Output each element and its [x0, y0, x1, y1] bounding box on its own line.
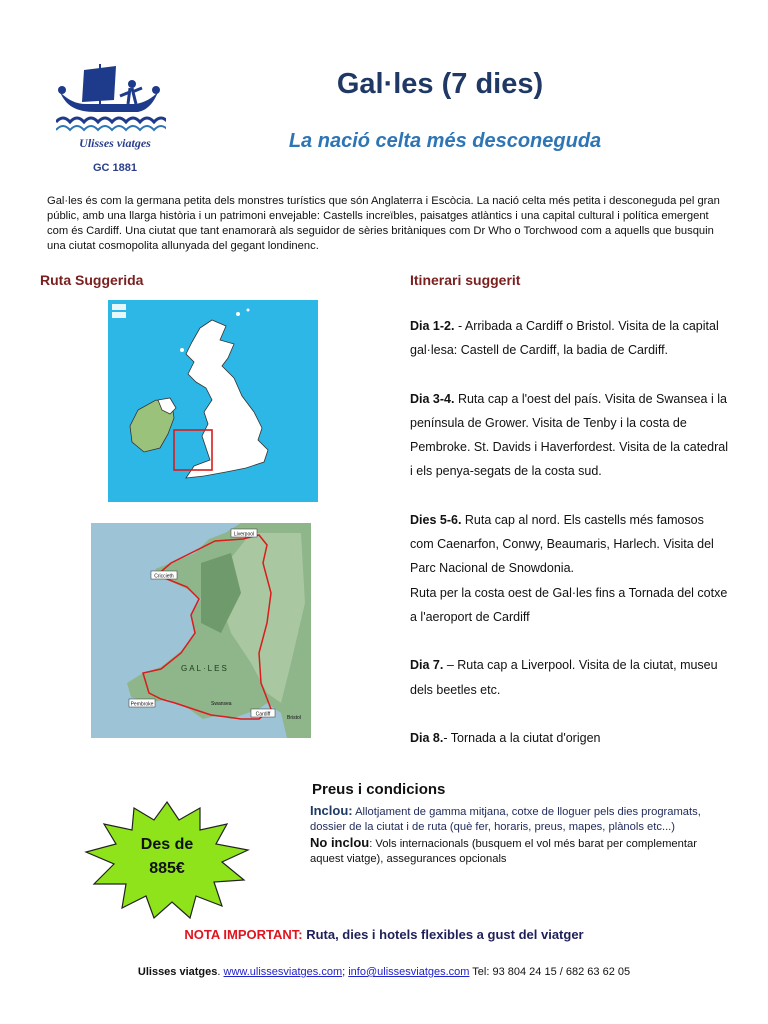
intro-paragraph: Gal·les és com la germana petita dels monstres turístics que són Anglaterra i Escòcia. La nació celta més petita i desconeguda pel gran públic, amb una llarga història i un patrimoni envejable: Castells increïbles, paisatges atlàntics i una capital cultural i política emergent com és Cardiff. Una ciutat que tant enamorarà als seguidor de sèries britàniques com Dr Who o Torchwood com a aquells que busquin una ciutat cosmopolita allunyada del gegant londinenc. — [47, 195, 720, 252]
day-label: Dia 3-4. — [410, 391, 455, 406]
footer-separator: ; — [342, 966, 349, 978]
includes-text: Allotjament de gamma mitjana, cotxe de lloguer pels dies programats, dossier de la ciutat i de ruta (què fer, horaris, preus, mapes, plànols etc...) — [310, 806, 701, 833]
includes-label: Inclou: — [310, 803, 353, 818]
price-badge — [82, 800, 252, 920]
wales-route-map — [91, 523, 311, 738]
logo-brand-name: Ulisses viatges — [79, 136, 151, 150]
map-label-bristol: Bristol — [287, 715, 301, 721]
badge-price: 885€ — [149, 860, 185, 877]
map-label-criccieth: Criccieth — [154, 573, 174, 580]
itinerary-day — [410, 653, 730, 702]
map-label-liverpool: Liverpool — [233, 531, 255, 538]
day-label: Dia 1-2. — [410, 319, 455, 333]
day-text: - Tornada a la ciutat d'origen — [443, 730, 601, 745]
footer-contact — [0, 966, 768, 978]
page-title: Gal·les (7 dies) — [336, 68, 544, 100]
day-text: - Arribada a Cardiff o Bristol. Visita de la capital gal·lesa: Castell de Cardiff, la badia de Cardiff. — [410, 319, 719, 358]
map-label-pembroke: Pembroke — [130, 701, 154, 708]
itinerary-day — [410, 314, 730, 363]
footer-separator: . — [217, 966, 224, 978]
email-link[interactable]: info@ulissesviatges.com — [348, 966, 470, 978]
note-label: NOTA IMPORTANT: — [184, 927, 303, 942]
excludes-label: No inclou — [310, 835, 370, 850]
day-label: Dia 8. — [410, 730, 444, 745]
important-note — [0, 927, 768, 942]
page-subtitle: La nació celta més desconeguda — [288, 130, 602, 152]
day-text: Ruta cap a l'oest del país. Visita de Swansea i la península de Grower. Visita de Tenby i la costa de Pembroke. St. Davids i Haverfordest. Visita de la catedral i els penya-segats de la costa sud. — [410, 391, 728, 479]
itinerary-day — [410, 508, 730, 629]
itinerary-day — [410, 387, 730, 484]
excludes-line — [310, 835, 710, 867]
website-link[interactable]: www.ulissesviatges.com — [223, 966, 343, 978]
route-section-title: Ruta Suggerida — [40, 272, 144, 288]
map-label-swansea: Swansea — [211, 701, 232, 707]
map-label-wales: GAL·LES — [181, 664, 229, 673]
viking-ship-icon — [56, 62, 166, 134]
day-text: – Ruta cap a Liverpool. Visita de la ciutat, museu dels beetles etc. — [410, 658, 718, 697]
company-logo — [50, 62, 170, 182]
uk-overview-map — [108, 300, 318, 502]
footer-phone: Tel: 93 804 24 15 / 682 63 62 05 — [469, 966, 631, 978]
day-extra-text: Ruta per la costa oest de Gal·les fins a Tornada del cotxe a l'aeroport de Cardiff — [410, 585, 728, 624]
excludes-text: : Vols internacionals (busquem el vol més barat per complementar aquest viatge), assegurances opcionals — [310, 838, 697, 865]
logo-license-code: GC 1881 — [92, 162, 138, 174]
note-text: Ruta, dies i hotels flexibles a gust del viatger — [302, 927, 584, 942]
prices-section-title: Preus i condicions — [312, 781, 446, 798]
itinerary-section-title: Itinerari suggerit — [410, 272, 521, 288]
badge-from-label: Des de — [140, 836, 194, 853]
itinerary-day — [410, 726, 730, 750]
day-text: Ruta cap al nord. Els castells més famosos com Caenarfon, Conwy, Beaumaris, Harlech. Visita del Parc Nacional de Snowdonia. — [410, 512, 714, 576]
map-label-cardiff: Cardiff — [255, 711, 271, 718]
day-label: Dies 5-6. — [410, 512, 462, 527]
day-label: Dia 7. — [410, 658, 444, 673]
itinerary-list — [410, 314, 730, 774]
prices-details — [310, 803, 710, 867]
includes-line — [310, 803, 710, 835]
footer-company: Ulisses viatges — [137, 966, 218, 978]
